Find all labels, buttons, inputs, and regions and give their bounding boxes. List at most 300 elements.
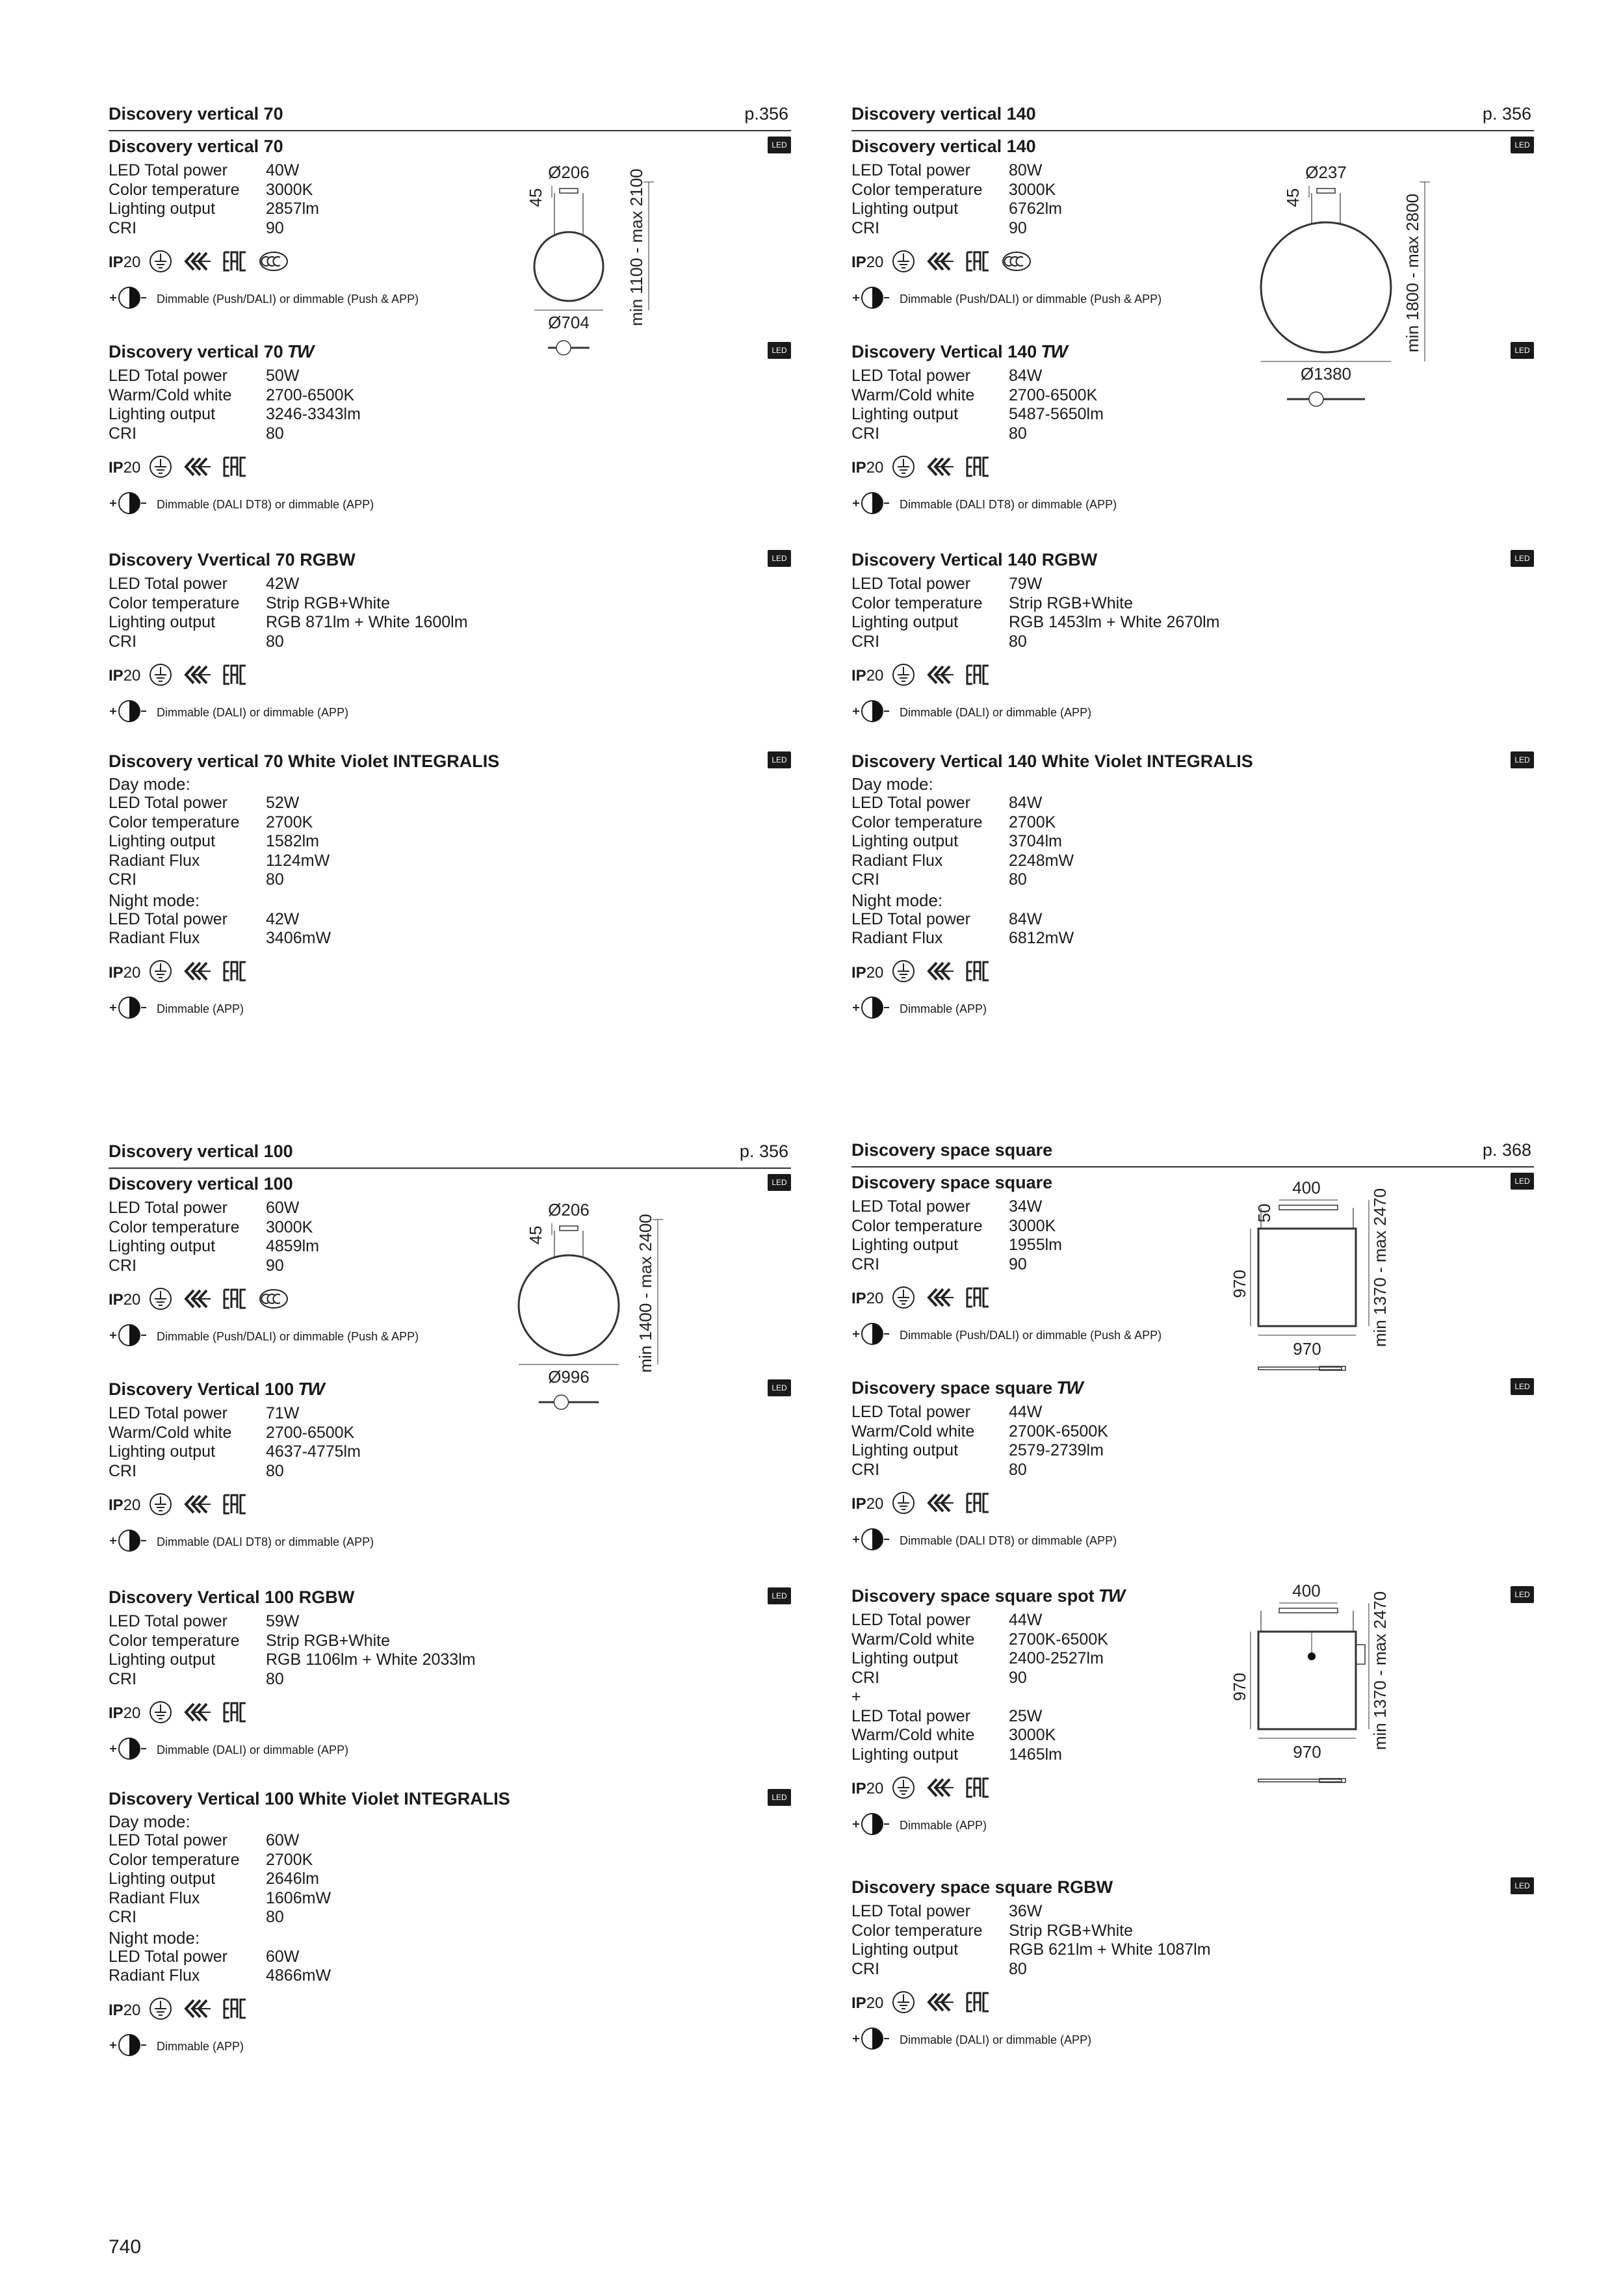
dimmer-icon-wrap <box>851 2026 890 2055</box>
spec-list <box>851 910 1534 948</box>
spec-value: 42W <box>266 575 300 593</box>
led-badge: LED <box>768 342 791 359</box>
variant-title-text: Discovery space square <box>851 1173 1053 1192</box>
dimension-label: min 1100 - max 2100 <box>627 168 646 326</box>
spec-label: CRI <box>851 870 880 889</box>
spec-list <box>851 1902 1534 1979</box>
spec-list <box>109 575 791 651</box>
spec-value: 6812mW <box>1009 929 1074 947</box>
dimming-info <box>109 2034 791 2060</box>
profile-bar <box>1258 1779 1342 1782</box>
icon-wrap <box>965 960 991 985</box>
ground-protection-icon <box>891 1990 916 2015</box>
ip-prefix: IP <box>851 1495 866 1513</box>
dimmer-icon <box>109 698 148 724</box>
dimming-info <box>851 491 1534 517</box>
pendant-circle-drawing <box>1254 143 1469 416</box>
energy-class-chevron-icon <box>926 960 955 982</box>
led-badge: LED <box>1511 550 1534 567</box>
spec-value: 2700K <box>266 1850 313 1869</box>
spec-value: 1124mW <box>266 851 330 870</box>
spec-value: 60W <box>266 1199 300 1217</box>
dimension-label: Ø206 <box>548 1200 590 1220</box>
spec-label: Lighting output <box>851 613 959 631</box>
spec-label: LED Total power <box>851 794 970 812</box>
eac-certification-icon <box>965 960 991 982</box>
dimmer-icon <box>851 2026 890 2052</box>
spec-label: CRI <box>851 218 880 237</box>
ground-protection-icon <box>148 1996 173 2021</box>
eac-certification-icon <box>222 664 248 686</box>
spec-value: 4637-4775lm <box>266 1442 361 1461</box>
luminaire-square <box>1258 1229 1356 1326</box>
spec-value: 52W <box>266 794 300 812</box>
spec-row <box>109 813 791 833</box>
dimension-label: 45 <box>526 188 545 207</box>
spec-label: LED Total power <box>109 1947 227 1966</box>
mode-heading: Night mode: <box>109 1927 200 1948</box>
spec-value: Strip RGB+White <box>266 1631 391 1650</box>
dimension-label: 50 <box>1254 1203 1274 1223</box>
ceiling-canopy <box>1317 189 1335 193</box>
led-badge: LED <box>768 1587 791 1604</box>
dimmer-icon <box>851 995 890 1021</box>
icon-wrap <box>183 1288 212 1313</box>
icon-wrap <box>891 1285 916 1313</box>
tunable-white-mark: TW <box>1056 1377 1082 1398</box>
dimension-label: min 1800 - max 2800 <box>1403 193 1422 353</box>
icon-wrap <box>965 456 991 481</box>
dimming-text: Dimmable (DALI DT8) or dimmable (APP) <box>900 1533 1117 1547</box>
icon-wrap <box>148 959 173 987</box>
spec-value: 5487-5650lm <box>1009 405 1104 423</box>
eac-certification-icon <box>222 1288 248 1310</box>
spec-row <box>851 1217 1534 1236</box>
spec-label: LED Total power <box>851 909 970 928</box>
spec-row <box>109 1462 791 1481</box>
ground-protection-icon <box>148 1286 173 1311</box>
spec-list <box>109 794 791 890</box>
variant-title <box>109 1786 791 1811</box>
icon-wrap <box>222 250 248 276</box>
ip-value: 20 <box>866 254 884 271</box>
spec-row <box>851 575 1534 594</box>
ip-value: 20 <box>123 2001 141 2019</box>
spec-label: Warm/Cold white <box>851 1422 975 1441</box>
dimming-text: Dimmable (Push/DALI) or dimmable (Push & APP) <box>900 1328 1162 1342</box>
spec-label: LED Total power <box>851 161 970 179</box>
spec-label: Warm/Cold white <box>851 385 975 404</box>
ip-rating <box>851 1495 883 1513</box>
energy-class-chevron-icon <box>926 1777 955 1799</box>
variant-title <box>109 339 791 364</box>
led-badge: LED <box>1511 342 1534 359</box>
variant-block <box>851 1166 1534 1348</box>
spec-row <box>109 633 791 652</box>
variant-block <box>109 335 791 517</box>
spec-value: 40W <box>266 161 300 179</box>
variant-title <box>109 134 791 159</box>
dimming-info <box>109 491 791 517</box>
variant-block <box>851 1372 1534 1554</box>
spec-label: Warm/Cold white <box>109 385 232 404</box>
spec-value: 2700K <box>1009 813 1056 831</box>
variant-title-text: Discovery Vertical 100 <box>109 1379 294 1399</box>
certification-icons <box>109 1285 791 1316</box>
ip-rating <box>109 254 140 272</box>
spec-value: 80 <box>1009 424 1027 443</box>
dimmer-icon <box>109 490 148 516</box>
spec-value: Strip RGB+White <box>1009 594 1134 612</box>
spec-label: Radiant Flux <box>109 1888 200 1907</box>
variant-title-text: Discovery vertical 70 <box>109 342 283 361</box>
icon-wrap <box>148 1700 173 1728</box>
eac-certification-icon <box>965 1286 991 1309</box>
dimming-text: Dimmable (DALI DT8) or dimmable (APP) <box>157 1535 374 1548</box>
spec-row <box>851 870 1534 890</box>
dimming-text: Dimmable (Push/DALI) or dimmable (Push & APP) <box>900 292 1162 306</box>
spec-value: 2646lm <box>266 1870 319 1888</box>
spec-value: 42W <box>266 909 300 928</box>
compliance-mark-icon <box>259 250 289 272</box>
section-title: Discovery vertical 100 <box>109 1141 293 1161</box>
variant-title <box>851 1376 1534 1400</box>
variant-block <box>109 543 791 725</box>
dimmer-icon-wrap <box>851 1811 890 1840</box>
spec-row <box>109 405 791 424</box>
spec-row <box>851 832 1534 852</box>
spec-row <box>109 1612 791 1632</box>
spec-label: Lighting output <box>109 1442 216 1461</box>
energy-class-chevron-icon <box>183 1493 212 1515</box>
spec-row <box>109 1831 791 1851</box>
energy-class-chevron-icon <box>926 1991 955 2013</box>
certification-icons <box>851 958 1534 989</box>
dimming-info <box>851 997 1534 1023</box>
certification-icons <box>109 247 791 278</box>
tunable-white-mark: TW <box>298 1379 324 1399</box>
dimmer-icon-wrap <box>851 285 890 314</box>
spec-value: 3406mW <box>266 929 331 947</box>
ip-prefix: IP <box>851 1994 866 2012</box>
section-title: Discovery vertical 70 <box>109 104 283 124</box>
ip-prefix: IP <box>851 963 866 982</box>
spec-value: 2700-6500K <box>266 1423 355 1442</box>
dimming-info <box>851 1812 1534 1838</box>
ip-value: 20 <box>866 459 884 476</box>
ip-rating <box>851 1290 883 1308</box>
spec-label: Color temperature <box>109 180 240 199</box>
spec-row <box>851 1745 1534 1765</box>
eac-certification-icon <box>965 1777 991 1799</box>
spec-row <box>851 1940 1534 1960</box>
eac-certification-icon <box>965 456 991 478</box>
ip-rating <box>109 459 140 477</box>
spec-row <box>109 613 791 633</box>
variant-title <box>851 1584 1534 1608</box>
variant-title-text: Discovery Vertical 140 RGBW <box>851 550 1098 569</box>
dimming-info <box>851 2027 1534 2053</box>
spec-row <box>851 633 1534 652</box>
icon-wrap <box>926 664 955 689</box>
spec-list <box>109 910 791 948</box>
variant-block <box>109 1581 791 1763</box>
spec-row <box>109 1889 791 1909</box>
dimmer-icon-wrap <box>851 490 890 519</box>
spec-value: 79W <box>1009 575 1043 593</box>
spec-value: 80 <box>1009 1460 1027 1479</box>
spec-row <box>109 1670 791 1689</box>
spec-value: 3000K <box>1009 1216 1056 1235</box>
spec-row <box>851 813 1534 833</box>
energy-class-chevron-icon <box>183 664 212 686</box>
spec-value: 44W <box>1009 1403 1043 1421</box>
spec-value: 2400-2527lm <box>1009 1649 1104 1667</box>
dimension-label: 970 <box>1293 1742 1321 1762</box>
dimmer-icon <box>851 490 890 516</box>
spec-row <box>109 1199 791 1218</box>
spec-row <box>109 1966 791 1986</box>
dimming-info <box>851 1528 1534 1554</box>
dimming-text: Dimmable (DALI DT8) or dimmable (APP) <box>157 497 374 511</box>
spec-value: 60W <box>266 1831 300 1849</box>
spec-label: Color temperature <box>109 594 240 612</box>
variant-block <box>851 543 1534 725</box>
spec-label: LED Total power <box>851 367 970 385</box>
ground-protection-icon <box>891 959 916 984</box>
spec-value: 84W <box>1009 794 1043 812</box>
icon-wrap <box>926 1286 955 1312</box>
spec-value: 84W <box>1009 367 1043 385</box>
spec-row <box>851 1960 1534 1979</box>
dimmer-icon-wrap <box>109 285 148 314</box>
spec-label: LED Total power <box>109 1831 227 1849</box>
ip-value: 20 <box>866 1495 884 1513</box>
spec-label: Lighting output <box>109 200 216 218</box>
ip-rating <box>109 964 140 982</box>
eac-certification-icon <box>965 250 991 272</box>
dimmer-icon-wrap <box>109 1528 148 1557</box>
spec-row <box>109 367 791 386</box>
spec-row <box>851 1922 1534 1941</box>
variant-block <box>109 130 791 312</box>
certification-icons <box>109 1698 791 1729</box>
ip-prefix: IP <box>851 1780 866 1797</box>
spec-row <box>109 794 791 813</box>
dimmer-icon <box>851 1526 890 1552</box>
energy-class-chevron-icon <box>926 1492 955 1514</box>
spec-value: Strip RGB+White <box>1009 1921 1134 1940</box>
ground-protection-icon <box>148 662 173 687</box>
spec-row <box>851 910 1534 930</box>
certification-icons <box>851 660 1534 692</box>
spec-row <box>851 852 1534 871</box>
variant-title-text: Discovery space square <box>851 1378 1053 1398</box>
spec-label: CRI <box>109 1461 137 1480</box>
certification-icons <box>109 660 791 692</box>
icon-wrap <box>965 1991 991 2016</box>
spec-value: 80 <box>1009 1959 1027 1978</box>
spec-value: 84W <box>1009 909 1043 928</box>
icon-wrap <box>926 250 955 276</box>
icon-wrap <box>148 1996 173 2024</box>
section-page-reference: p. 356 <box>739 1141 788 1161</box>
dimmer-icon <box>109 285 148 311</box>
spec-row <box>109 594 791 614</box>
section-title: Discovery vertical 140 <box>851 104 1036 124</box>
led-badge: LED <box>768 1789 791 1806</box>
spec-row <box>109 181 791 200</box>
spec-list <box>851 575 1534 651</box>
dimmer-icon-wrap <box>851 698 890 727</box>
spec-row <box>851 1461 1534 1480</box>
spec-label: Color temperature <box>851 180 983 199</box>
spec-row <box>109 1632 791 1651</box>
icon-wrap <box>222 960 248 985</box>
section-header <box>109 1139 791 1169</box>
spec-row <box>851 1902 1534 1922</box>
spec-value: 25W <box>1009 1706 1043 1725</box>
profile-bar <box>1258 1367 1342 1370</box>
dimming-info <box>109 1529 791 1555</box>
certification-icons <box>851 1773 1534 1805</box>
spec-value: 1955lm <box>1009 1236 1062 1254</box>
eac-certification-icon <box>222 456 248 478</box>
dimming-info <box>109 699 791 725</box>
ip-value: 20 <box>866 1780 884 1797</box>
spec-label: LED Total power <box>109 1612 227 1630</box>
product-section-3 <box>109 1139 791 2114</box>
dimension-label: 400 <box>1292 1178 1321 1197</box>
ceiling-canopy <box>560 189 578 193</box>
icon-wrap <box>183 1701 212 1727</box>
spec-label: Lighting output <box>109 1870 216 1888</box>
spec-value: 3000K <box>1009 180 1056 199</box>
ip-prefix: IP <box>109 1291 123 1309</box>
eac-certification-icon <box>222 960 248 982</box>
variant-title <box>851 1170 1534 1195</box>
dimming-text: Dimmable (DALI) or dimmable (APP) <box>157 705 349 719</box>
spec-row <box>851 1649 1534 1669</box>
spec-label: LED Total power <box>109 575 227 593</box>
spec-label: Lighting output <box>851 1940 959 1959</box>
icon-wrap <box>222 664 248 689</box>
spec-value: 80 <box>266 870 284 889</box>
dimension-label: Ø237 <box>1305 163 1347 182</box>
spec-label: Lighting output <box>851 1745 959 1764</box>
spec-row <box>851 1688 1534 1707</box>
product-section-4 <box>851 1138 1534 2113</box>
spec-row <box>109 832 791 852</box>
spec-label: CRI <box>851 1460 880 1479</box>
spec-label: Lighting output <box>109 613 216 631</box>
dimmer-icon-wrap <box>109 995 148 1024</box>
spec-label: LED Total power <box>109 794 227 812</box>
icon-wrap <box>926 1777 955 1802</box>
spec-label: Color temperature <box>109 1218 240 1236</box>
spec-label: Lighting output <box>109 832 216 850</box>
ip-value: 20 <box>123 963 141 982</box>
dimming-text: Dimmable (DALI) or dimmable (APP) <box>157 1743 349 1756</box>
ip-prefix: IP <box>109 667 123 685</box>
compliance-mark-icon <box>1002 250 1032 272</box>
led-badge: LED <box>1511 751 1534 768</box>
dimension-label: 970 <box>1230 1673 1249 1701</box>
tunable-white-mark: TW <box>1098 1585 1124 1606</box>
spec-row <box>851 1630 1534 1650</box>
icon-wrap <box>222 1493 248 1519</box>
spec-value: 3246-3343lm <box>266 405 361 423</box>
spec-value: 34W <box>1009 1197 1043 1216</box>
spec-row <box>851 1403 1534 1422</box>
icon-wrap <box>183 664 212 689</box>
spec-value: 36W <box>1009 1902 1043 1920</box>
luminaire-square <box>1258 1632 1356 1729</box>
icon-wrap <box>148 454 173 482</box>
spec-label: LED Total power <box>851 1403 970 1421</box>
spec-row <box>109 910 791 930</box>
spec-label: CRI <box>109 632 137 651</box>
spec-label: CRI <box>109 1256 137 1275</box>
spec-label: Color temperature <box>109 1631 240 1650</box>
certification-icons <box>851 452 1534 484</box>
spec-row <box>851 1236 1534 1255</box>
spec-value: 80W <box>1009 161 1043 179</box>
eac-certification-icon <box>965 1492 991 1514</box>
certification-icons <box>109 958 791 989</box>
spec-label: Radiant Flux <box>109 929 200 947</box>
dimming-text: Dimmable (APP) <box>157 1002 244 1015</box>
spec-row <box>109 1237 791 1257</box>
dimension-label: Ø996 <box>548 1367 590 1387</box>
icon-wrap <box>891 249 916 277</box>
spec-row <box>109 1870 791 1889</box>
spec-value: 3000K <box>266 180 313 199</box>
dimming-text: Dimmable (Push/DALI) or dimmable (Push & APP) <box>157 292 419 306</box>
mode-heading: Night mode: <box>851 890 943 910</box>
variant-block <box>109 745 791 1023</box>
profile-canopy <box>556 341 571 355</box>
icon-wrap <box>926 456 955 481</box>
icon-wrap <box>891 1491 916 1519</box>
section-page-reference: p. 368 <box>1482 1140 1531 1160</box>
spec-label: CRI <box>109 1908 137 1926</box>
ip-value: 20 <box>123 1496 141 1514</box>
ip-rating <box>851 254 883 272</box>
spec-value: 4866mW <box>266 1966 331 1985</box>
spec-label: LED Total power <box>109 367 227 385</box>
spec-value: 3000K <box>1009 1726 1056 1744</box>
spec-value: Strip RGB+White <box>266 594 391 612</box>
spec-value: 50W <box>266 367 300 385</box>
ground-protection-icon <box>891 454 916 479</box>
dimension-label: min 1370 - max 2470 <box>1370 1591 1390 1751</box>
spec-list <box>109 161 791 238</box>
dimmer-icon <box>109 2032 148 2058</box>
ip-rating <box>851 964 883 982</box>
luminaire-ring <box>519 1255 619 1355</box>
spec-label: Lighting output <box>109 405 216 423</box>
icon-wrap <box>965 250 991 276</box>
spec-value: 80 <box>266 424 284 443</box>
luminaire-ring <box>534 232 603 301</box>
spec-row <box>109 870 791 890</box>
spec-list <box>851 1403 1534 1480</box>
dimming-info <box>109 1324 791 1350</box>
spec-row <box>851 1197 1534 1217</box>
ground-protection-icon <box>148 454 173 479</box>
spec-value: 80 <box>266 632 284 651</box>
